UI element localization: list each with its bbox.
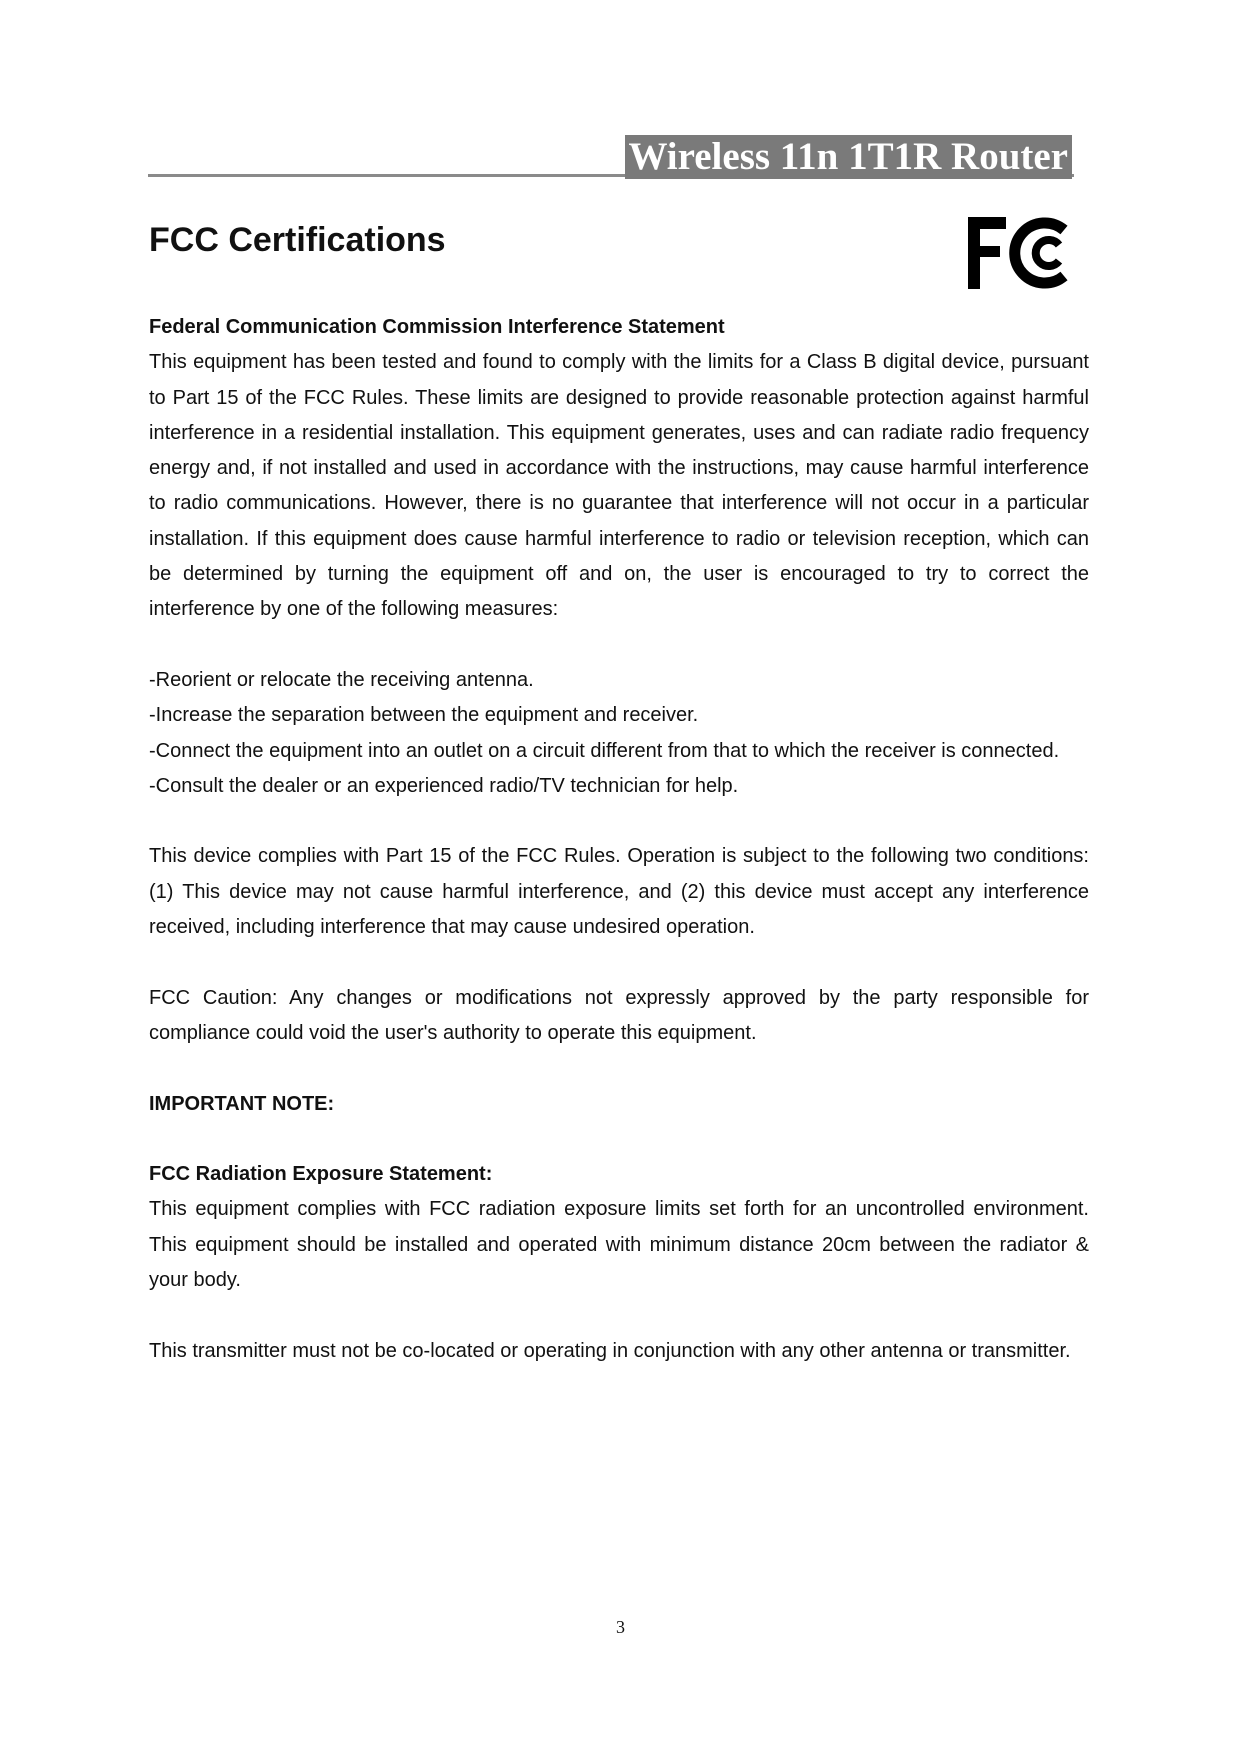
interference-heading: Federal Communication Commission Interference Statement [149,316,725,338]
page-number: 3 [616,1617,625,1637]
radiation-paragraph: This equipment complies with FCC radiation exposure limits set forth for an uncontrolled environment. This equipment should be installed and operated with minimum distance 20cm between the radiator & your body. [149,1198,1089,1292]
document-body [149,310,1089,1369]
interference-paragraph: This equipment has been tested and found to comply with the limits for a Class B digital device, pursuant to Part 15 of the FCC Rules. These limits are designed to provide reasonable protection against harmful interference in a residential installation. This equipment generates, uses and can radiate radio frequency energy and, if not installed and used in accordance with the instructions, may cause harmful interference to radio communications. However, there is no guarantee that interference will not occur in a particular installation. If this equipment does cause harmful interference to radio or television reception, which can be determined by turning the equipment off and on, the user is encouraged to try to correct the interference by one of the following measures: [149,351,1089,621]
compliance-paragraph: This device complies with Part 15 of the FCC Rules. Operation is subject to the following two conditions: (1) This device may not cause harmful interference, and (2) this device must accept any interference received, including interference that may cause undesired operation. [149,845,1089,939]
radiation-heading: FCC Radiation Exposure Statement: [149,1163,493,1186]
measure-item: -Consult the dealer or an experienced radio/TV technician for help. [149,774,739,797]
header-title: Wireless 11n 1T1R Router [625,135,1072,179]
caution-paragraph: FCC Caution: Any changes or modifications not expressly approved by the party responsible for compliance could void the user's authority to operate this equipment. [149,986,1089,1044]
fcc-logo-icon [966,210,1080,296]
page-title: FCC Certifications [149,221,446,259]
measure-item: -Increase the separation between the equipment and receiver. [149,704,699,727]
measure-item: -Reorient or relocate the receiving antenna. [149,668,534,691]
important-note-heading: IMPORTANT NOTE: [149,1092,335,1115]
transmitter-paragraph: This transmitter must not be co-located or operating in conjunction with any other antenna or transmitter. [149,1339,1071,1362]
measure-item: -Connect the equipment into an outlet on a circuit different from that to which the receiver is connected. [149,739,1060,762]
